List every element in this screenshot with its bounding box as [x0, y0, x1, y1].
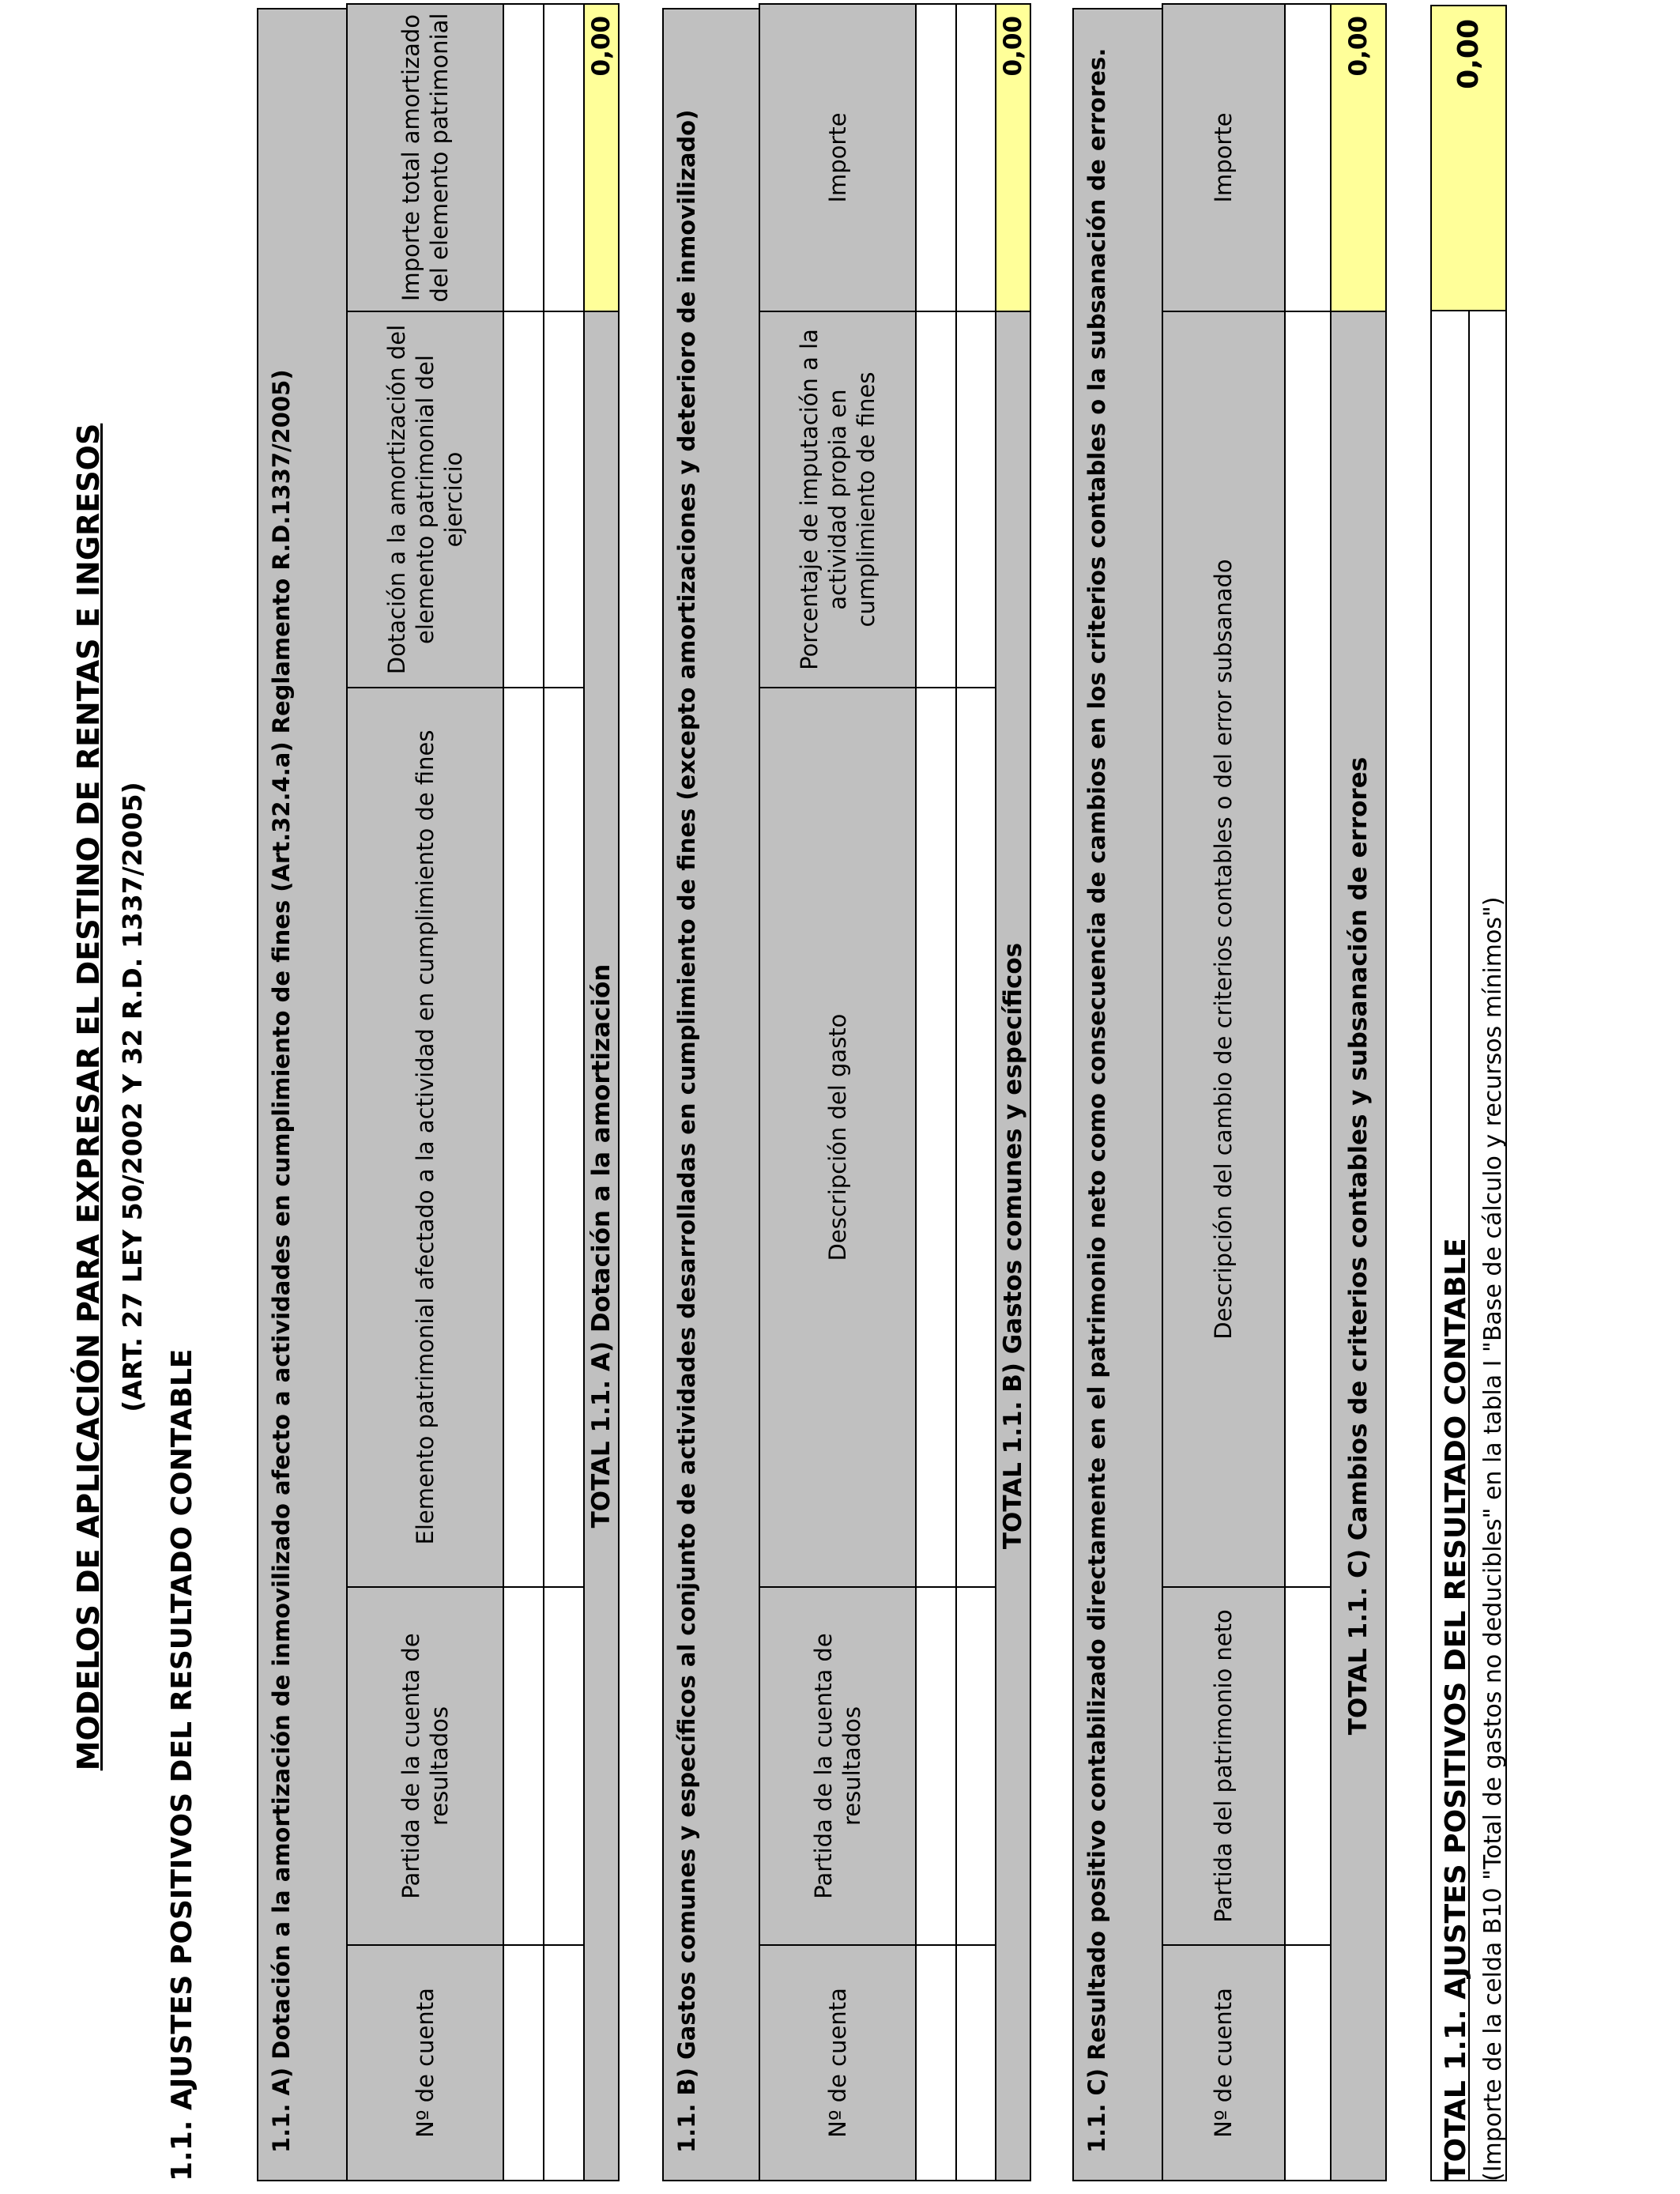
block-c-entry-cell[interactable] [1284, 1586, 1332, 1946]
grand-total-divider [1468, 311, 1470, 2181]
block-b-heading: 1.1. B) Gastos comunes y específicos al conjunto de actividades desarrolladas en cumplimiento de fines (excepto amortizaciones y deterioro de inmovilizado) [662, 8, 760, 2181]
grand-total-label: TOTAL 1.1. AJUSTES POSITIVOS DEL RESULTADO CONTABLE [1440, 1238, 1472, 2181]
section-title: 1.1. AJUSTES POSITIVOS DEL RESULTADO CONTABLE [166, 1348, 198, 2181]
block-b-entry-cell[interactable] [955, 1944, 996, 2181]
block-b-entry-cell[interactable] [955, 3, 996, 312]
block-a-entry-cell[interactable] [503, 1586, 544, 1946]
block-b-entry-cell[interactable] [915, 687, 957, 1588]
block-c-col-account-no: Nº de cuenta [1162, 1944, 1286, 2181]
block-c-col-equity-line: Partida del patrimonio neto [1162, 1586, 1286, 1946]
block-a-entry-cell[interactable] [543, 1586, 585, 1946]
block-a-entry-cell[interactable] [503, 311, 544, 688]
block-b-col-account-no: Nº de cuenta [759, 1944, 917, 2181]
block-c-entry-cell[interactable] [1284, 1944, 1332, 2181]
page-subtitle: (ART. 27 LEY 50/2002 Y 32 R.D. 1337/2005) [117, 782, 148, 1412]
block-c-total-label: TOTAL 1.1. C) Cambios de criterios contables y subsanación de errores [1330, 311, 1387, 2181]
block-c-entry-cell[interactable] [1284, 311, 1332, 1588]
block-b-col-amount: Importe [759, 3, 917, 312]
block-a-entry-cell[interactable] [543, 687, 585, 1588]
block-b-entry-cell[interactable] [915, 1944, 957, 2181]
grand-total-value: 0,00 [1430, 5, 1507, 311]
block-a-col-total-amortized: Importe total amortizado del elemento patrimonial [346, 3, 504, 312]
block-a-total-value: 0,00 [583, 3, 620, 312]
block-a-entry-cell[interactable] [543, 1944, 585, 2181]
block-b-entry-cell[interactable] [915, 311, 957, 688]
block-a-entry-cell[interactable] [503, 687, 544, 1588]
block-a-col-account-no: Nº de cuenta [346, 1944, 504, 2181]
table-block-b [662, 8, 1026, 2181]
block-b-entry-cell[interactable] [915, 3, 957, 312]
block-b-entry-cell[interactable] [955, 1586, 996, 1946]
page-title: MODELOS DE APLICACIÓN PARA EXPRESAR EL DESTINO DE RENTAS E INGRESOS [71, 423, 106, 1771]
block-a-entry-cell[interactable] [503, 1944, 544, 2181]
block-a-total-label: TOTAL 1.1. A) Dotación a la amortización [583, 311, 620, 2181]
block-b-total-label: TOTAL 1.1. B) Gastos comunes y específicos [995, 311, 1031, 2181]
table-block-c [1072, 8, 1382, 2181]
block-b-entry-cell[interactable] [915, 1586, 957, 1946]
block-a-col-result-line: Partida de la cuenta de resultados [346, 1586, 504, 1946]
block-b-total-value: 0,00 [995, 3, 1031, 312]
block-a-col-depreciation: Dotación a la amortización del elemento patrimonial del ejercicio [346, 311, 504, 688]
block-c-total-value: 0,00 [1330, 3, 1387, 312]
block-b-entry-cell[interactable] [955, 687, 996, 1588]
grand-total-note: (Importe de la celda B10 "Total de gastos no deducibles" en la tabla I "Base de cálculo y recursos mínimos") [1479, 896, 1507, 2181]
block-a-entry-cell[interactable] [543, 311, 585, 688]
block-b-col-expense: Descripción del gasto [759, 687, 917, 1588]
block-b-col-percentage: Porcentaje de imputación a la actividad propia en cumplimiento de fines [759, 311, 917, 688]
table-block-a [257, 8, 615, 2181]
block-a-col-asset: Elemento patrimonial afectado a la actividad en cumplimiento de fines [346, 687, 504, 1588]
block-a-entry-cell[interactable] [543, 3, 585, 312]
block-b-entry-cell[interactable] [955, 311, 996, 688]
block-c-entry-cell[interactable] [1284, 3, 1332, 312]
block-a-heading: 1.1. A) Dotación a la amortización de inmovilizado afecto a actividades en cumplimiento de fines (Art.32.4.a) Reglamento R.D.1337/2005) [257, 8, 348, 2181]
block-c-heading: 1.1. C) Resultado positivo contabilizado directamente en el patrimonio neto como consecuencia de cambios en los criterios contables o la subsanación de errores. [1072, 8, 1163, 2181]
block-a-entry-cell[interactable] [503, 3, 544, 312]
block-c-col-description: Descripción del cambio de criterios contables o del error subsanado [1162, 311, 1286, 1588]
block-c-col-amount: Importe [1162, 3, 1286, 312]
block-b-col-result-line: Partida de la cuenta de resultados [759, 1586, 917, 1946]
